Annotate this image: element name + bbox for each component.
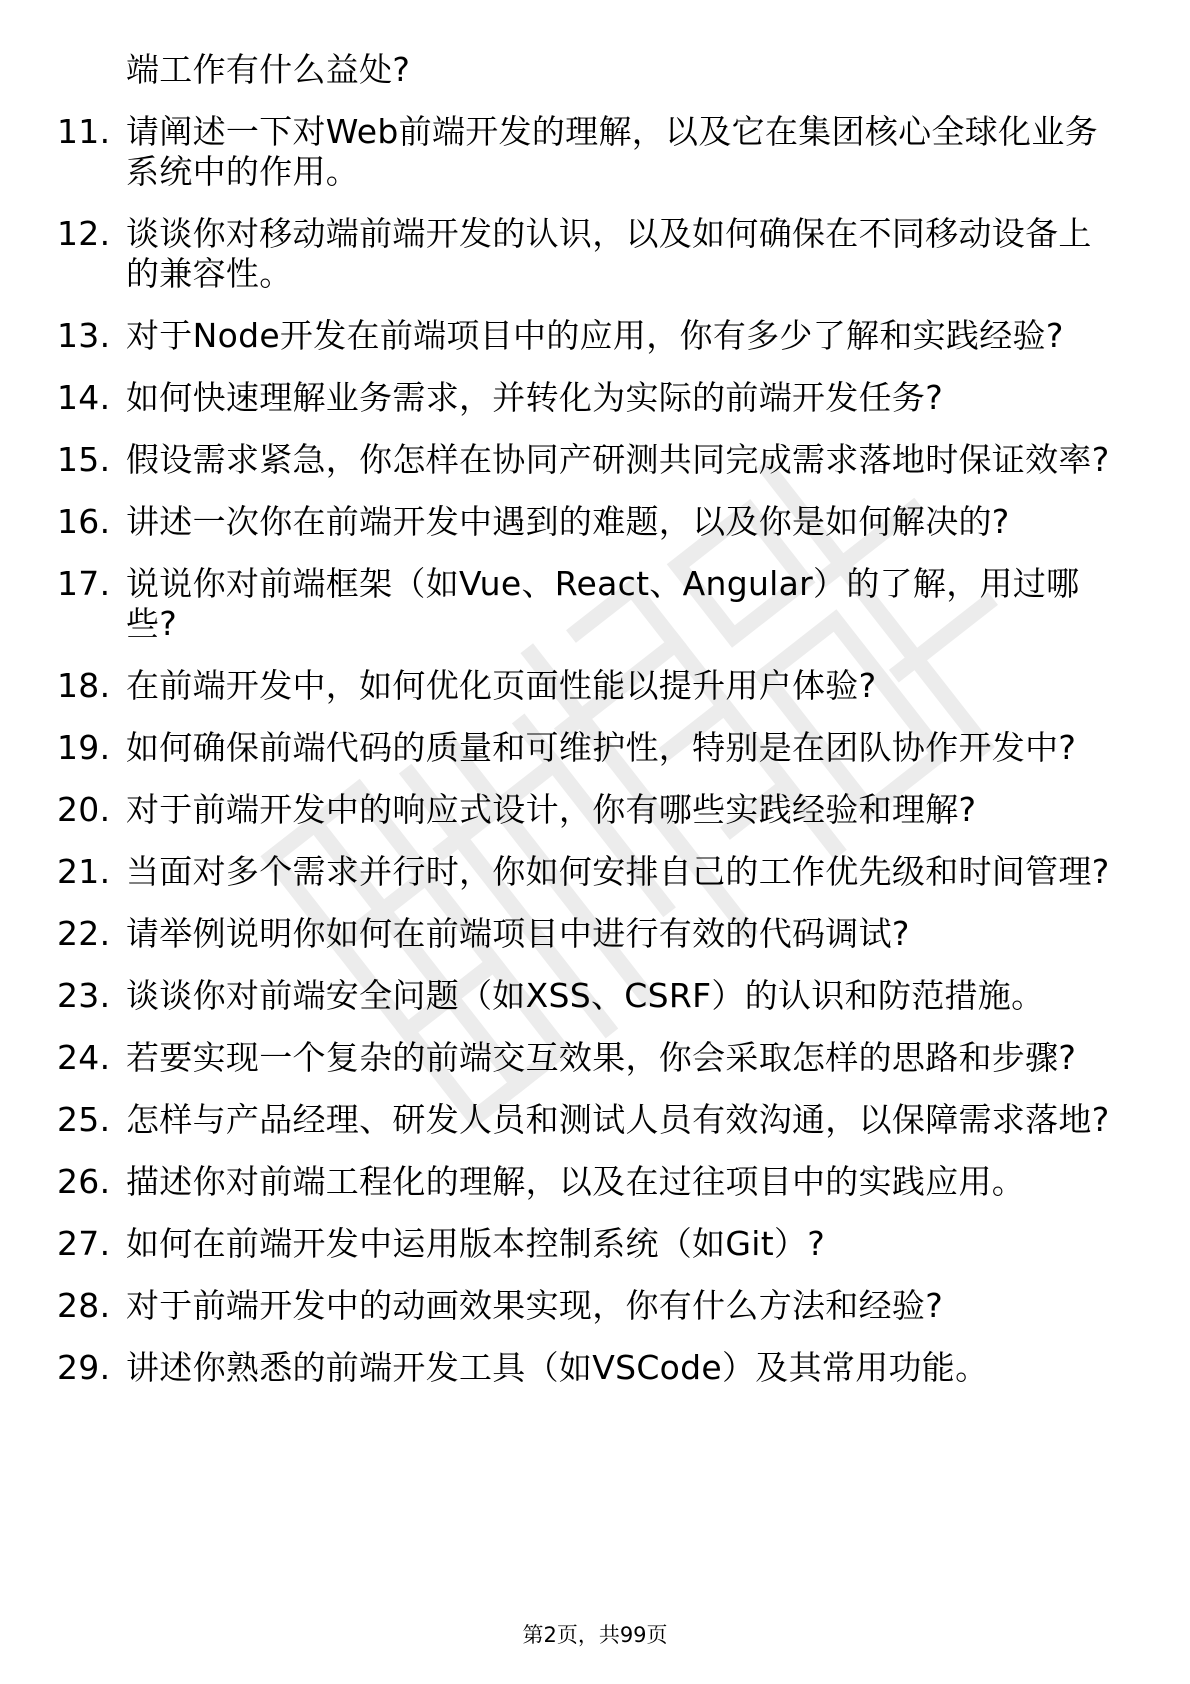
list-item [0,728,1190,768]
question-text: 对于前端开发中的响应式设计，你有哪些实践经验和理解? [126,790,977,829]
question-number: 26. [57,1162,111,1201]
question-text: 谈谈你对移动端前端开发的认识，以及如何确保在不同移动设备上的兼容性。 [126,214,1092,293]
list-item [0,378,1190,418]
question-number: 16. [57,502,111,541]
list-item [0,1038,1190,1078]
list-item [0,790,1190,830]
list-item [0,502,1190,542]
list-item [0,214,1190,294]
question-number: 14. [57,378,111,417]
question-number: 22. [57,914,111,953]
list-item [0,914,1190,954]
question-number: 19. [57,728,111,767]
list-item [0,112,1190,192]
question-number: 29. [57,1348,111,1387]
question-number: 20. [57,790,111,829]
question-text: 假设需求紧急，你怎样在协同产研测共同完成需求落地时保证效率? [126,440,1110,479]
question-number: 23. [57,976,111,1015]
question-number: 21. [57,852,111,891]
list-item [0,1100,1190,1140]
question-text: 若要实现一个复杂的前端交互效果，你会采取怎样的思路和步骤? [126,1038,1077,1077]
question-number: 27. [57,1224,111,1263]
question-number: 13. [57,316,111,355]
question-text: 如何快速理解业务需求，并转化为实际的前端开发任务? [126,378,944,417]
question-text: 端工作有什么益处? [126,50,411,89]
question-number: 12. [57,214,111,253]
question-text: 对于Node开发在前端项目中的应用，你有多少了解和实践经验? [126,316,1064,355]
question-number: 11. [57,112,111,151]
question-text: 请举例说明你如何在前端项目中进行有效的代码调试? [126,914,910,953]
list-item [0,666,1190,706]
list-item [0,1162,1190,1202]
question-text: 描述你对前端工程化的理解，以及在过往项目中的实践应用。 [126,1162,1026,1201]
question-text: 谈谈你对前端安全问题（如XSS、CSRF）的认识和防范措施。 [126,976,1045,1015]
list-item-continuation [0,50,1190,90]
question-text: 在前端开发中，如何优化页面性能以提升用户体验? [126,666,877,705]
question-number: 25. [57,1100,111,1139]
question-number: 28. [57,1286,111,1325]
list-item [0,1348,1190,1388]
list-item [0,564,1190,644]
question-number: 17. [57,564,111,603]
question-number: 24. [57,1038,111,1077]
question-text: 当面对多个需求并行时，你如何安排自己的工作优先级和时间管理? [126,852,1110,891]
question-number: 18. [57,666,111,705]
list-item [0,852,1190,892]
page-number-label: 第2页，共99页 [522,1623,668,1647]
question-text: 对于前端开发中的动画效果实现，你有什么方法和经验? [126,1286,944,1325]
question-text: 怎样与产品经理、研发人员和测试人员有效沟通，以保障需求落地? [126,1100,1110,1139]
question-list [0,50,1190,1410]
question-text: 请阐述一下对Web前端开发的理解，以及它在集团核心全球化业务系统中的作用。 [126,112,1098,191]
list-item [0,1224,1190,1264]
question-text: 讲述一次你在前端开发中遇到的难题，以及你是如何解决的? [126,502,1010,541]
list-item [0,440,1190,480]
question-text: 说说你对前端框架（如Vue、React、Angular）的了解，用过哪些? [126,564,1080,643]
question-text: 讲述你熟悉的前端开发工具（如VSCode）及其常用功能。 [126,1348,989,1387]
question-number: 15. [57,440,111,479]
question-text: 如何在前端开发中运用版本控制系统（如Git）? [126,1224,826,1263]
list-item [0,316,1190,356]
list-item [0,976,1190,1016]
list-item [0,1286,1190,1326]
page-footer [0,1620,1190,1650]
question-text: 如何确保前端代码的质量和可维护性，特别是在团队协作开发中? [126,728,1077,767]
